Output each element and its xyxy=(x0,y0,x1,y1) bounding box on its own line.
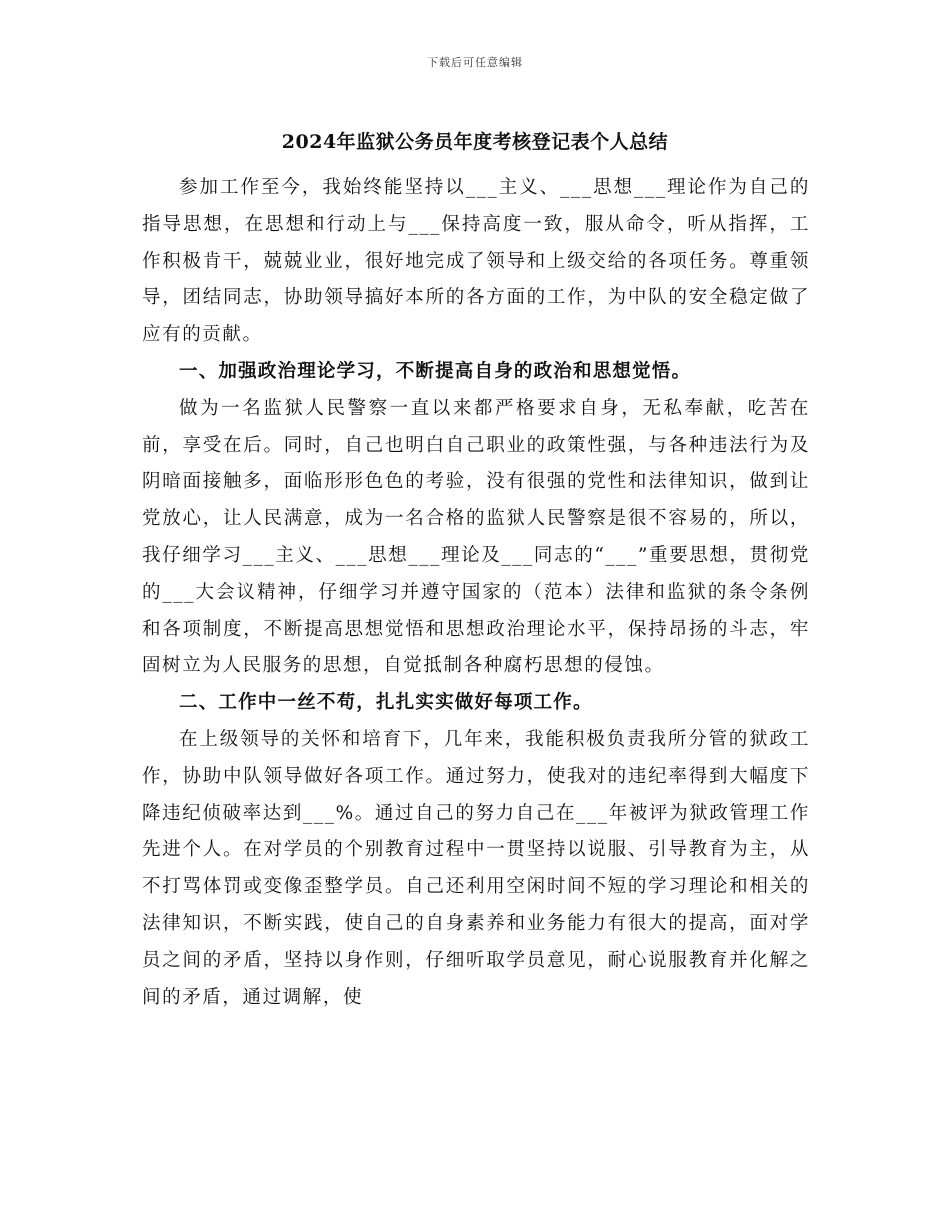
section-heading-2: 二、工作中一丝不苟，扎扎实实做好每项工作。 xyxy=(179,692,593,714)
section-1-paragraph: 做为一名监狱人民警察一直以来都严格要求自身，无私奉献，吃苦在前，享受在后。同时，自己也明白自己职业的政策性强，与各种违法行为及阴暗面接触多，面临形形色色的考验，没有很强的党性和法律知识，做到让党放心，让人民满意，成为一名合格的监狱人民警察是很不容易的，所以，我仔细学习___主义、___思想___理论及___同志的“___”重要思想，贯彻党的___大会议精神，仔细学习并遵守国家的（范本）法律和监狱的条令条例和各项制度，不断提高思想觉悟和思想政治理论水平，保持昂扬的斗志，牢固树立为人民服务的思想，自觉抵制各种腐朽思想的侵蚀。 xyxy=(142,397,810,677)
page-header-note: 下载后可任意编辑 xyxy=(427,56,523,69)
document-title: 2024年监狱公务员年度考核登记表个人总结 xyxy=(281,131,669,153)
section-2-paragraph: 在上级领导的关怀和培育下，几年来，我能积极负责我所分管的狱政工作，协助中队领导做好各项工作。通过努力，使我对的违纪率得到大幅度下降违纪侦破率达到___%。通过自己的努力自己在___年被评为狱政管理工作先进个人。在对学员的个别教育过程中一贯坚持以说服、引导教育为主，从不打骂体罚或变像歪整学员。自己还利用空闲时间不短的学习理论和相关的法律知识，不断实践，使自己的自身素养和业务能力有很大的提高，面对学员之间的矛盾，坚持以身作则，仔细听取学员意见，耐心说服教育并化解之间的矛盾，通过调解，使 xyxy=(142,728,810,1008)
section-heading-1: 一、加强政治理论学习，不断提高自身的政治和思想觉悟。 xyxy=(179,360,692,382)
document-body xyxy=(142,170,810,1016)
intro-paragraph: 参加工作至今，我始终能坚持以___主义、___思想___理论作为自己的指导思想，在思想和行动上与___保持高度一致，服从命令，听从指挥，工作积极肯干，兢兢业业，很好地完成了领导和上级交给的各项任务。尊重领导，团结同志，协助领导搞好本所的各方面的工作，为中队的安全稳定做了应有的贡献。 xyxy=(142,177,810,346)
